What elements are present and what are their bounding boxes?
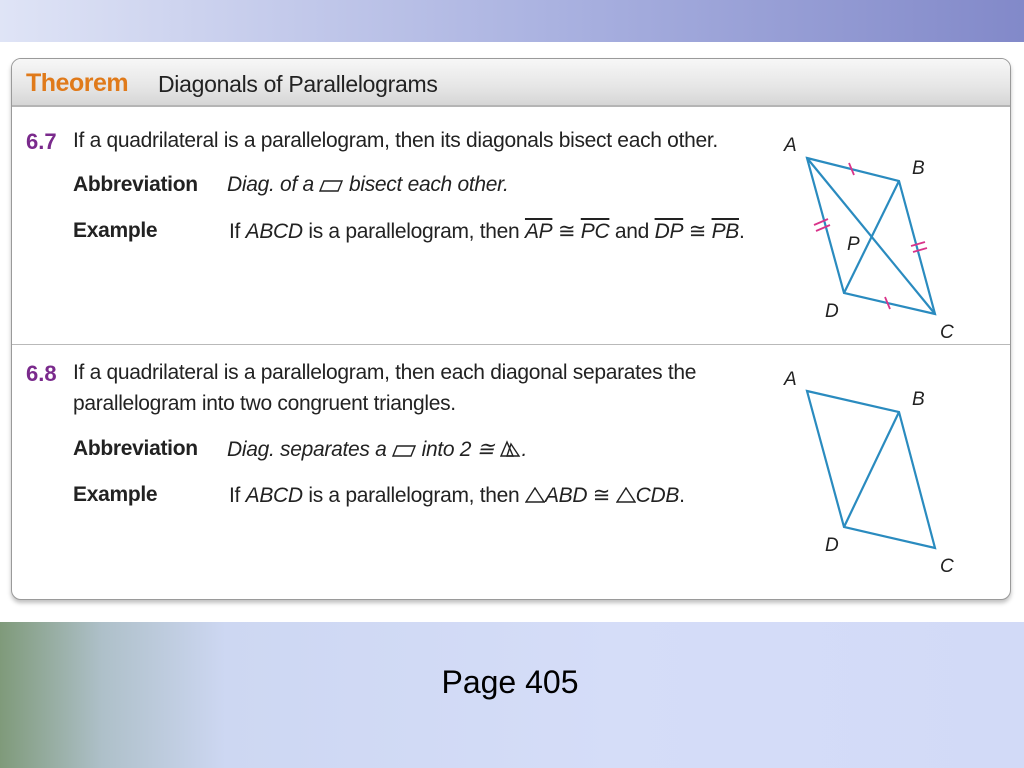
parallelogram-figure-diagonal: [772, 361, 1002, 576]
triangle-cdb: CDB: [635, 484, 680, 507]
vertex-label-d: D: [825, 301, 839, 322]
vertex-label-c: C: [940, 322, 954, 341]
abbreviation-post: into 2 ≅: [421, 438, 494, 461]
segment-pb: $\overline{PB}$: [711, 220, 739, 243]
theorem-tag: Theorem: [26, 69, 129, 97]
parallelogram-icon: [392, 445, 416, 457]
and-word: and: [614, 220, 650, 243]
parallelogram-icon: [319, 180, 343, 192]
double-tick-mark: [911, 242, 925, 246]
vertex-label-a: A: [784, 369, 797, 390]
segment-ap: $\overline{AP}$: [524, 220, 553, 243]
theorem-statement-line1: If a quadrilateral is a parallelogram, then each diagonal separates the: [73, 361, 697, 384]
period: .: [679, 484, 685, 507]
double-tick-mark: [913, 248, 927, 252]
example-text: [229, 219, 745, 244]
page-number: Page 405: [441, 664, 579, 700]
example-if: If: [229, 220, 241, 243]
vertex-label-a: A: [784, 135, 797, 156]
abbreviation-pre: Diag. separates a: [227, 438, 387, 461]
abbreviation-text: [227, 173, 509, 197]
abbreviation-label: Abbreviation: [73, 437, 198, 460]
theorem-statement-line2: parallelogram into two congruent triangles.: [73, 392, 456, 415]
triangles-icon: [500, 440, 522, 458]
congruent-symbol: ≅: [592, 484, 611, 507]
example-mid: is a parallelogram, then: [308, 484, 520, 507]
vertex-label-c: C: [940, 556, 954, 576]
vertex-label-b: B: [912, 158, 925, 179]
abbreviation-post: bisect each other.: [348, 173, 509, 196]
abbreviation-end: .: [521, 438, 528, 461]
period: .: [738, 220, 745, 243]
congruent-symbol: ≅: [557, 220, 576, 243]
theorem-statement: If a quadrilateral is a parallelogram, then its diagonals bisect each other.: [73, 129, 718, 152]
parallelogram-figure-diagonals: [772, 131, 1002, 341]
triangle-icon: [616, 487, 636, 503]
vertex-label-b: B: [912, 389, 925, 410]
top-band: [0, 0, 1024, 42]
segment-dp: $\overline{DP}$: [654, 220, 684, 243]
example-text: [229, 483, 685, 508]
congruent-symbol: ≅: [688, 220, 707, 243]
card-header: [12, 59, 1010, 107]
theorem-card: [11, 58, 1011, 600]
diagonal-bd: [844, 412, 899, 527]
triangle-icon: [525, 487, 545, 503]
theorem-number: 6.7: [26, 129, 57, 154]
vertex-label-d: D: [825, 535, 839, 556]
abbreviation-label: Abbreviation: [73, 173, 198, 196]
example-if: If: [229, 484, 241, 507]
example-abcd: ABCD: [245, 220, 303, 243]
triangle-abd: ABD: [544, 484, 588, 507]
example-label: Example: [73, 483, 158, 506]
example-abcd: ABCD: [245, 484, 303, 507]
section-divider: [12, 344, 1010, 345]
segment-pc: $\overline{PC}$: [580, 220, 610, 243]
abbreviation-pre: Diag. of a: [227, 173, 314, 196]
theorem-title: Diagonals of Parallelograms: [158, 71, 438, 97]
point-label-p: P: [847, 234, 860, 255]
theorem-number: 6.8: [26, 361, 57, 386]
example-mid: is a parallelogram, then: [308, 220, 520, 243]
abbreviation-text: [227, 437, 527, 462]
example-label: Example: [73, 219, 158, 242]
